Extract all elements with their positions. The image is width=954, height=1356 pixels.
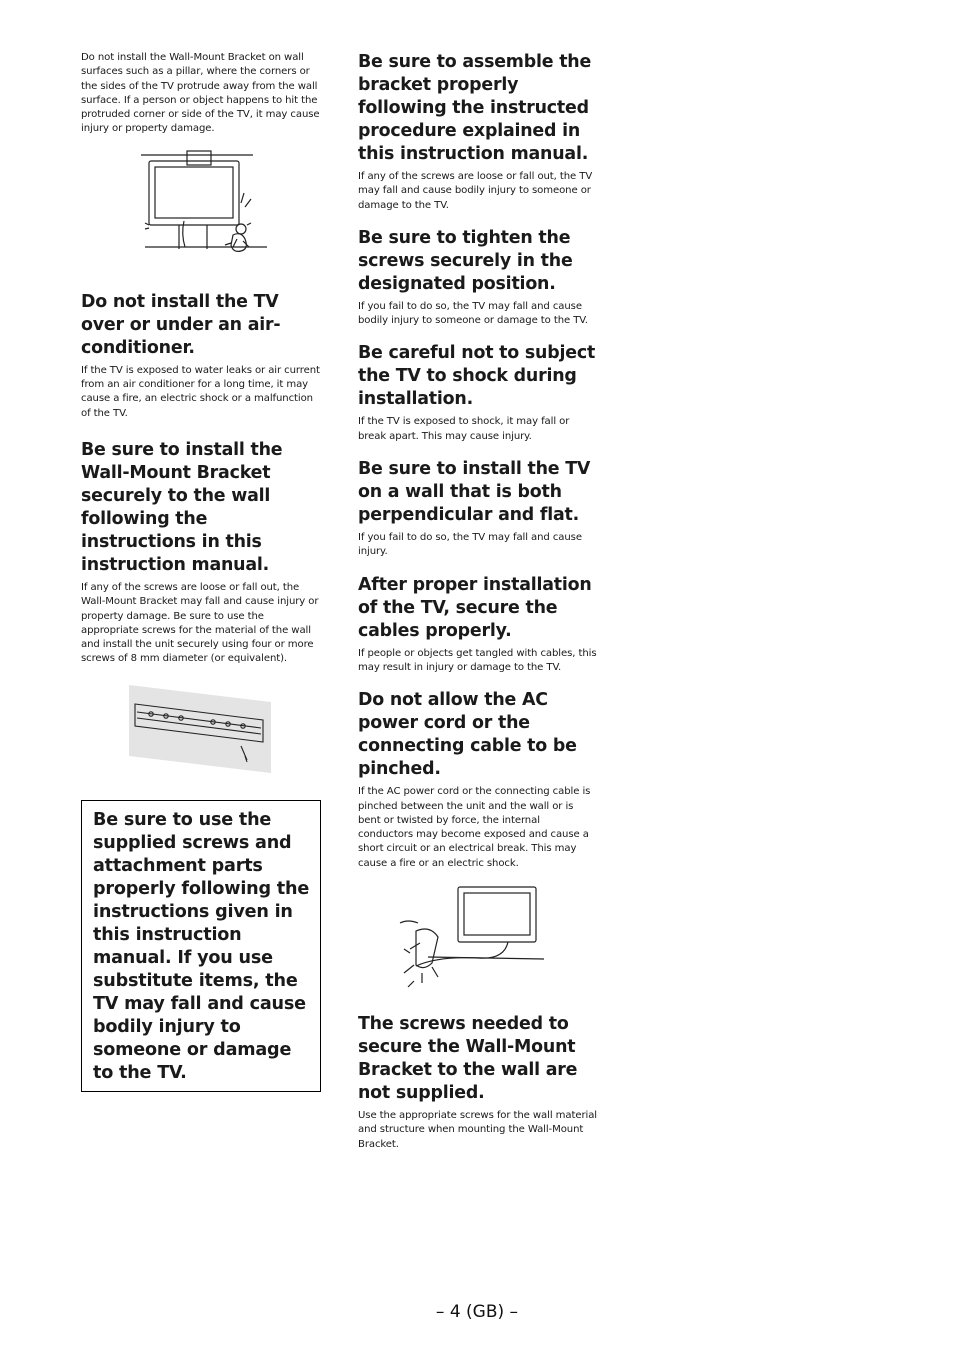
section-heading-secure-cables: After proper installation of the TV, secure the cables properly. (358, 574, 592, 641)
section-body-tighten: If you fail to do so, the TV may fall and cause bodily injury to someone or damage to the TV. (358, 300, 588, 327)
warning-box-text: Be sure to use the supplied screws and attachment parts properly following the instructions given in this instruction manual. If you use substitute items, the TV may fall and cause bodily injury to someone or damage to the TV. (93, 809, 310, 1083)
section-body-assemble: If any of the screws are loose or fall out, the TV may fall and cause bodily injury to someone or damage to the TV. (358, 171, 593, 211)
left-column (81, 51, 321, 1092)
section-heading-pinched-cord: Do not allow the AC power cord or the connecting cable to be pinched. (358, 690, 577, 780)
section-heading-install-securely: Be sure to install the Wall-Mount Bracket securely to the wall following the instructions in this instruction manual. (81, 439, 283, 575)
right-column (358, 51, 598, 1152)
section-heading-shock: Be careful not to subject the TV to shock during installation. (358, 343, 596, 410)
section-body-secure-cables: If people or objects get tangled with cables, this may result in injury or damage to the TV. (358, 647, 597, 673)
section-body-air-conditioner: If the TV is exposed to water leaks or air current from an air conditioner for a long time, it may cause a fire, an electric shock or a malfunction of the TV. (81, 364, 320, 419)
section-heading-flat-wall: Be sure to install the TV on a wall that is both perpendicular and flat. (358, 459, 591, 526)
section-heading-tighten: Be sure to tighten the screws securely in the designated position. (358, 227, 573, 294)
warning-box (81, 800, 321, 1092)
tv-on-pillar-illustration (81, 149, 321, 271)
section-body-screws-not-supplied: Use the appropriate screws for the wall material and structure when mounting the Wall-Mount Bracket. (358, 1110, 597, 1150)
section-heading-assemble: Be sure to assemble the bracket properly following the instructed procedure explained in this instruction manual. (358, 52, 592, 164)
page-number: – 4 (GB) – (435, 1302, 519, 1322)
section-body-install-securely: If any of the screws are loose or fall out, the Wall-Mount Bracket may fall and cause injury or property damage. Be sure to use the appropriate screws for the material of the wall and install the unit securely using four or more screws of 8 mm diameter (or equivalent). (81, 581, 319, 665)
pinched-cable-illustration (358, 883, 598, 993)
section-heading-screws-not-supplied: The screws needed to secure the Wall-Mount Bracket to the wall are not supplied. (358, 1014, 578, 1104)
section-body-flat-wall: If you fail to do so, the TV may fall and cause injury. (358, 532, 582, 558)
wall-bracket-illustration (81, 680, 321, 776)
section-body-pinched-cord: If the AC power cord or the connecting cable is pinched between the unit and the wall or is bent or twisted by force, the internal conductors may become exposed and cause a short circuit or an electrical break. This may cause a fire or an electric shock. (358, 786, 591, 869)
section-heading-air-conditioner: Do not install the TV over or under an air-conditioner. (81, 291, 281, 358)
intro-paragraph: Do not install the Wall-Mount Bracket on wall surfaces such as a pillar, where the corners or the sides of the TV protrude away from the wall surface. If a person or object happens to hit the protruded corner or side of the TV, it may cause injury or property damage. (81, 52, 320, 135)
section-body-shock: If the TV is exposed to shock, it may fall or break apart. This may cause injury. (358, 416, 570, 442)
